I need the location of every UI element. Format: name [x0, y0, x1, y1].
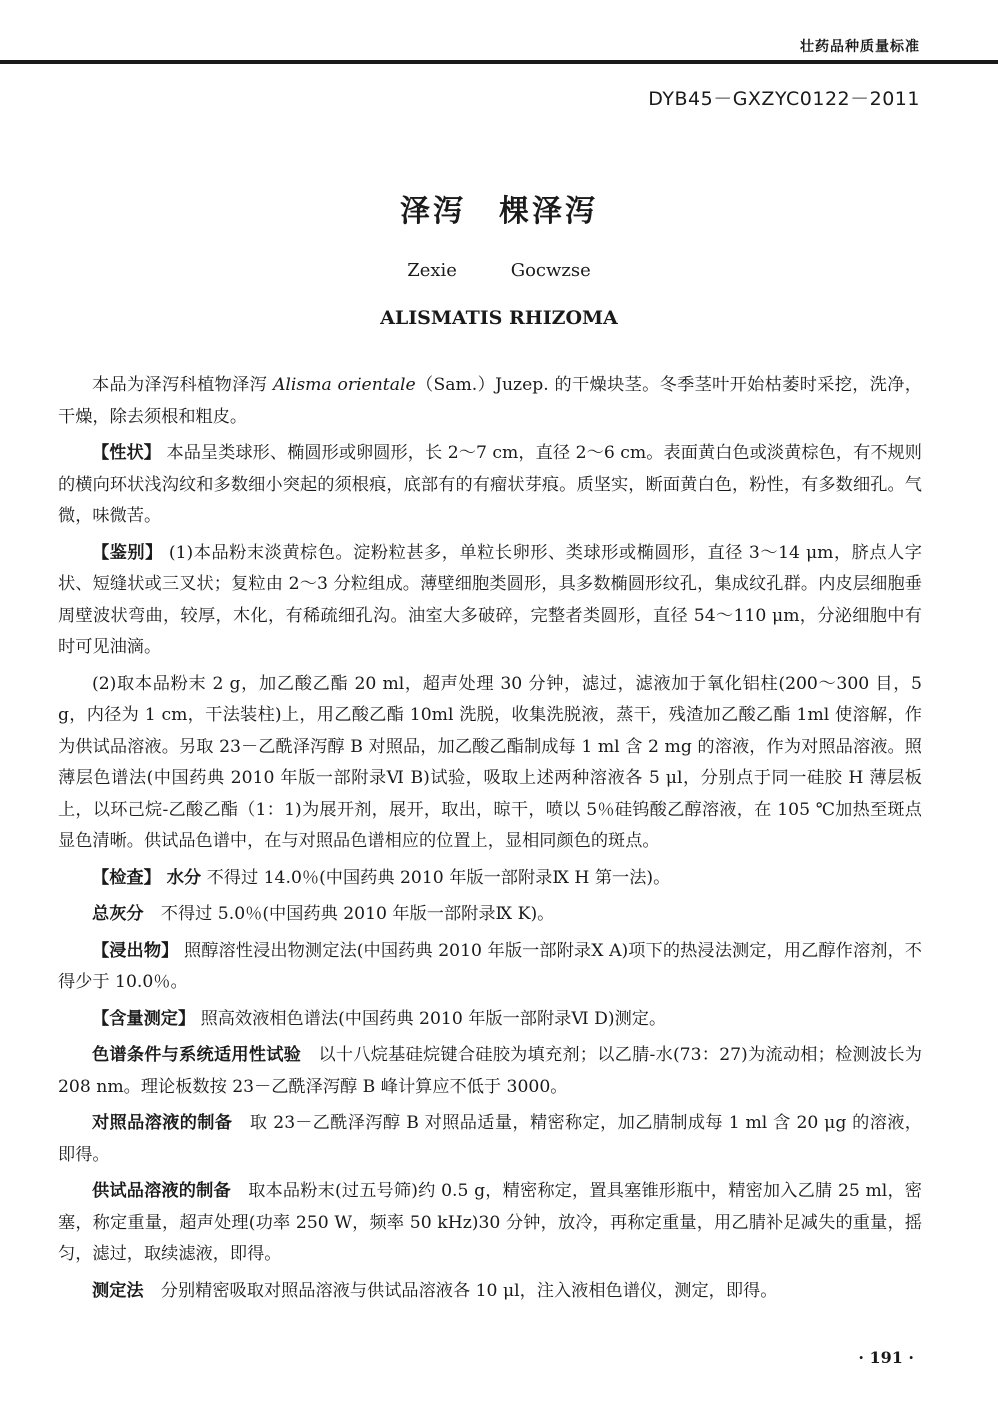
- procedure-text: 分别精密吸取对照品溶液与供试品溶液各 10 μl，注入液相色谱仪，测定，即得。: [143, 1280, 778, 1301]
- identification-2-text: (2)取本品粉末 2 g，加乙酸乙酯 20 ml，超声处理 30 分钟，滤过，滤液加于氧化铝柱(200～300 目，5 g，内径为 1 cm，干法装柱)上，用乙酸乙酯 10ml 洗脱，收集洗脱液，蒸干，残渣加乙酸乙酯 1ml 使溶解，作为供试品溶液。另取 23－乙酰泽泻醇 B 对照品，加乙酸乙酯制成每 1 ml 含 2 mg 的溶液，作为对照品溶液。照薄层色谱法(中国药典 2010 年版一部附录Ⅵ B)试验，吸取上述两种溶液各 5 μl，分别点于同一硅胶 H 薄层板上，以环己烷-乙酸乙酯（1：1)为展开剂，展开，取出，晾干，喷以 5％硅钨酸乙醇溶液，在 105 ℃加热至斑点显色清晰。供试品色谱中，在与对照品色谱相应的位置上，显相同颜色的斑点。: [58, 673, 922, 851]
- chromatography-text: 以十八烷基硅烷键合硅胶为填充剂；以乙腈-水(73：27)为流动相；检测波长为 208 nm。理论板数按 23－乙酰泽泻醇 B 峰计算应不低于 3000。: [58, 1045, 922, 1097]
- paragraph-test-solution: [58, 1176, 922, 1271]
- description-text: 本品呈类球形、椭圆形或卵圆形，长 2～7 cm，直径 2～6 cm。表面黄白色或淡黄棕色，有不规则的横向环状浅沟纹和多数细小突起的须根痕，底部有的有瘤状芽痕。质坚实，断面黄白色，粉性，有多数细孔。气微，味微苦。: [58, 443, 922, 526]
- water-label: 水分: [160, 867, 202, 888]
- extractives-text: 照醇溶性浸出物测定法(中国药典 2010 年版一部附录Ⅹ A)项下的热浸法测定，用乙醇作溶剂，不得少于 10.0％。: [58, 940, 922, 992]
- paragraph-extractives: [58, 936, 922, 999]
- paragraph-inspection-water: [58, 863, 922, 895]
- section-label-extractives: 【浸出物】: [92, 940, 179, 961]
- reference-solution-label: 对照品溶液的制备: [92, 1113, 233, 1133]
- species-name: Alisma orientale: [272, 375, 416, 395]
- water-text: 不得过 14.0％(中国药典 2010 年版一部附录Ⅸ H 第一法)。: [201, 867, 671, 888]
- source-text-b: （Sam.）Juzep. 的干燥块茎。冬季茎叶开始枯萎时采挖，洗净，干燥，除去须根和粗皮。: [58, 375, 922, 427]
- source-text-a: 本品为泽泻科植物泽泻: [92, 375, 273, 395]
- paragraph-reference-solution: [58, 1108, 922, 1171]
- paragraph-procedure: [58, 1276, 922, 1308]
- latin-name: ALISMATIS RHIZOMA: [380, 307, 618, 329]
- standard-code: DYB45－GXZYC0122－2011: [648, 88, 920, 110]
- chromatography-label: 色谱条件与系统适用性试验: [92, 1045, 302, 1065]
- document-body: [58, 370, 922, 1312]
- reference-solution-text: 取 23－乙酰泽泻醇 B 对照品适量，精密称定，加乙腈制成每 1 ml 含 20 μg 的溶液，即得。: [58, 1113, 922, 1165]
- running-header: 壮药品种质量标准: [800, 39, 920, 55]
- ash-label: 总灰分: [92, 904, 144, 924]
- section-label-identification: 【鉴别】: [92, 542, 163, 563]
- assay-text: 照高效液相色谱法(中国药典 2010 年版一部附录Ⅵ D)测定。: [195, 1008, 667, 1029]
- page-title: 泽泻 棵泽泻: [400, 194, 598, 229]
- pinyin-name-2: Gocwzse: [510, 260, 591, 281]
- paragraph-identification-1: [58, 538, 922, 664]
- paragraph-inspection-ash: [58, 899, 922, 931]
- identification-1-text: (1)本品粉末淡黄棕色。淀粉粒甚多，单粒长卵形、类球形或椭圆形，直径 3～14 μm，脐点人字状、短缝状或三叉状；复粒由 2～3 分粒组成。薄壁细胞类圆形，具多数椭圆形纹孔，集成纹孔群。内皮层细胞垂周壁波状弯曲，较厚，木化，有稀疏细孔沟。油室大多破碎，完整者类圆形，直径 54～110 μm，分泌细胞中有时可见油滴。: [58, 542, 922, 657]
- paragraph-identification-2: [58, 669, 922, 858]
- page-number: · 191 ·: [858, 1348, 914, 1367]
- pinyin-names: [0, 260, 998, 281]
- test-solution-text: 取本品粉末(过五号筛)约 0.5 g，精密称定，置具塞锥形瓶中，精密加入乙腈 25 ml，密塞，称定重量，超声处理(功率 250 W，频率 50 kHz)30 分钟，放冷，再称定重量，用乙腈补足减失的重量，摇匀，滤过，取续滤液，即得。: [58, 1181, 922, 1264]
- test-solution-label: 供试品溶液的制备: [92, 1181, 231, 1201]
- section-label-inspection: 【检查】: [92, 867, 161, 888]
- ash-text: 不得过 5.0％(中国药典 2010 年版一部附录Ⅸ K)。: [143, 904, 555, 924]
- paragraph-source: [58, 370, 922, 433]
- pinyin-name-1: Zexie: [407, 260, 457, 281]
- procedure-label: 测定法: [92, 1280, 144, 1301]
- header-rule: [0, 60, 998, 64]
- paragraph-description: [58, 438, 922, 533]
- section-label-assay: 【含量测定】: [92, 1008, 196, 1029]
- section-label-description: 【性状】: [92, 443, 161, 463]
- paragraph-assay: [58, 1004, 922, 1036]
- paragraph-chromatography: [58, 1040, 922, 1103]
